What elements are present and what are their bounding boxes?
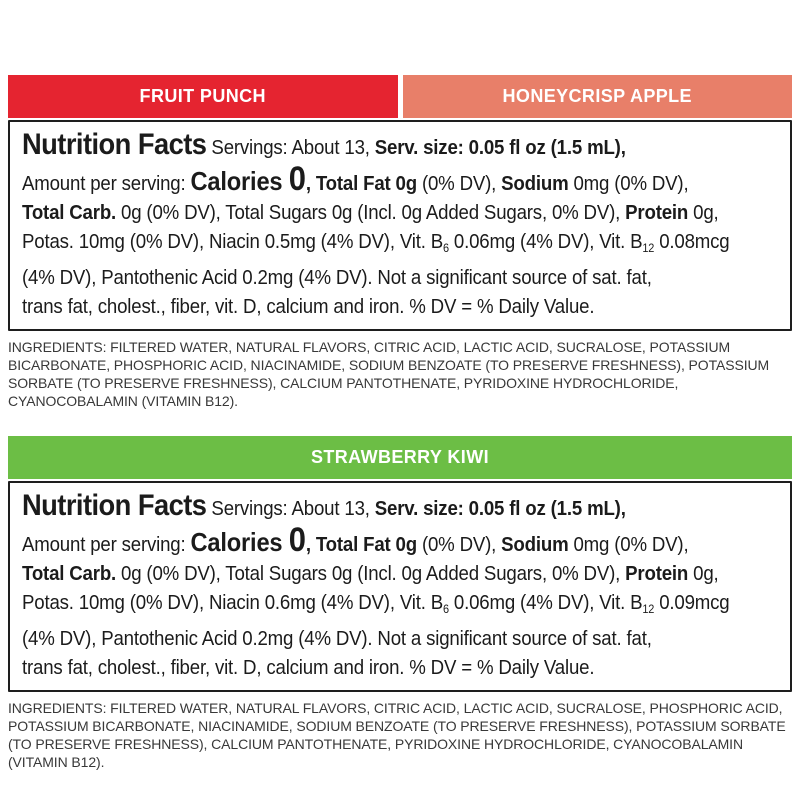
text-run: Sodium <box>501 533 569 556</box>
nutrition-line <box>22 624 781 653</box>
text-run: 0g (0% DV), Total Sugars 0g (Incl. 0g Added Sugars, 0% DV), <box>121 201 626 224</box>
text-run: Servings: About 13, <box>206 136 375 159</box>
text-run: 0.08mcg <box>654 230 730 253</box>
text-run: 0 <box>288 160 306 198</box>
text-run: Protein <box>625 201 689 224</box>
text-run: Total Carb. <box>22 201 122 224</box>
text-run: Serv. size: 0.05 fl oz (1.5 mL), <box>374 136 626 159</box>
flavor-header-fruit-punch <box>8 75 398 118</box>
ingredients-text: INGREDIENTS: FILTERED WATER, NATURAL FLAVORS, CITRIC ACID, LACTIC ACID, SUCRALOSE, POTASSIUM BICARBONATE, PHOSPHORIC ACID, NIACINAMIDE, SODIUM BENZOATE (TO PRESERVE FRESHNESS), POTASSIUM SORBATE (TO PRESERVE FRESHNESS), CALCIUM PANTOTHENATE, PYRIDOXINE HYDROCHLORIDE, CYANOCOBALAMIN (VITAMIN B12). <box>8 339 770 409</box>
text-run: 6 <box>443 241 449 255</box>
text-run: 12 <box>642 241 655 255</box>
text-run: Total Carb. <box>22 562 122 585</box>
text-run: (4% DV), Pantothenic Acid 0.2mg (4% DV). Not a significant source of sat. fat, <box>22 266 652 289</box>
text-run: 0.06mg (4% DV), Vit. B <box>448 230 643 253</box>
flavor-header-honeycrisp-apple <box>403 75 793 118</box>
nutrition-line <box>22 559 781 588</box>
ingredients-text: INGREDIENTS: FILTERED WATER, NATURAL FLAVORS, CITRIC ACID, LACTIC ACID, SUCRALOSE, PHOSPHORIC ACID, POTASSIUM BICARBONATE, NIACINAMIDE, SODIUM BENZOATE (TO PRESERVE FRESHNESS), POTASSIUM SORBATE (TO PRESERVE FRESHNESS), CALCIUM PANTOTHENATE, PYRIDOXINE HYDROCHLORIDE, CYANOCOBALAMIN (VITAMIN B12). <box>8 700 786 770</box>
text-run: Serv. size: 0.05 fl oz (1.5 mL), <box>374 497 626 520</box>
nutrition-facts-text <box>22 127 781 321</box>
text-run: 0g, <box>688 201 719 224</box>
nutrition-line <box>22 588 781 624</box>
text-run: Calories <box>190 166 289 196</box>
text-run: Amount per serving: <box>22 172 191 195</box>
text-run: Potas. 10mg (0% DV), Niacin 0.5mg (4% DV), Vit. B <box>22 230 444 253</box>
flavor-header-row <box>8 436 792 479</box>
text-run: (4% DV), Pantothenic Acid 0.2mg (4% DV). Not a significant source of sat. fat, <box>22 627 652 650</box>
text-run: (0% DV), <box>421 172 502 195</box>
nutrition-line <box>22 160 781 198</box>
text-run: Protein <box>625 562 689 585</box>
text-run: Amount per serving: <box>22 533 191 556</box>
text-run: 0.09mcg <box>654 591 730 614</box>
panel-strawberry-kiwi <box>8 436 792 771</box>
flavor-label-strawberry-kiwi: STRAWBERRY KIWI <box>310 447 489 467</box>
flavor-header-row <box>8 75 792 118</box>
text-run: Nutrition Facts <box>22 128 207 161</box>
nutrition-line <box>22 292 781 321</box>
flavor-header-strawberry-kiwi <box>8 436 792 479</box>
flavor-label-honeycrisp-apple: HONEYCRISP APPLE <box>502 86 692 106</box>
text-run: (0% DV), <box>421 533 502 556</box>
text-run: Sodium <box>501 172 569 195</box>
text-run: 6 <box>443 602 449 616</box>
text-run: trans fat, cholest., fiber, vit. D, calcium and iron. % DV = % Daily Value. <box>22 656 595 679</box>
text-run: Potas. 10mg (0% DV), Niacin 0.6mg (4% DV), Vit. B <box>22 591 444 614</box>
nutrition-line <box>22 653 781 682</box>
nutrition-line <box>22 521 781 559</box>
text-run: 0 <box>288 521 306 559</box>
nutrition-line <box>22 263 781 292</box>
panel-fruit-punch-honeycrisp-apple <box>8 75 792 410</box>
text-run: trans fat, cholest., fiber, vit. D, calcium and iron. % DV = % Daily Value. <box>22 295 595 318</box>
text-run: 0mg (0% DV), <box>568 533 689 556</box>
text-run: Calories <box>190 527 289 557</box>
text-run: 0g (0% DV), Total Sugars 0g (Incl. 0g Added Sugars, 0% DV), <box>121 562 626 585</box>
text-run: , Total Fat 0g <box>305 172 422 195</box>
nutrition-line <box>22 127 781 165</box>
nutrition-facts-box <box>8 120 792 331</box>
text-run: 12 <box>642 602 655 616</box>
text-run: , Total Fat 0g <box>305 533 422 556</box>
text-run: 0.06mg (4% DV), Vit. B <box>448 591 643 614</box>
text-run: 0mg (0% DV), <box>568 172 689 195</box>
nutrition-line <box>22 488 781 526</box>
flavor-label-fruit-punch: FRUIT PUNCH <box>139 86 266 106</box>
text-run: Nutrition Facts <box>22 489 207 522</box>
text-run: 0g, <box>688 562 719 585</box>
nutrition-facts-text <box>22 488 781 682</box>
nutrition-line <box>22 198 781 227</box>
text-run: Servings: About 13, <box>206 497 375 520</box>
nutrition-line <box>22 227 781 263</box>
nutrition-facts-box <box>8 481 792 692</box>
